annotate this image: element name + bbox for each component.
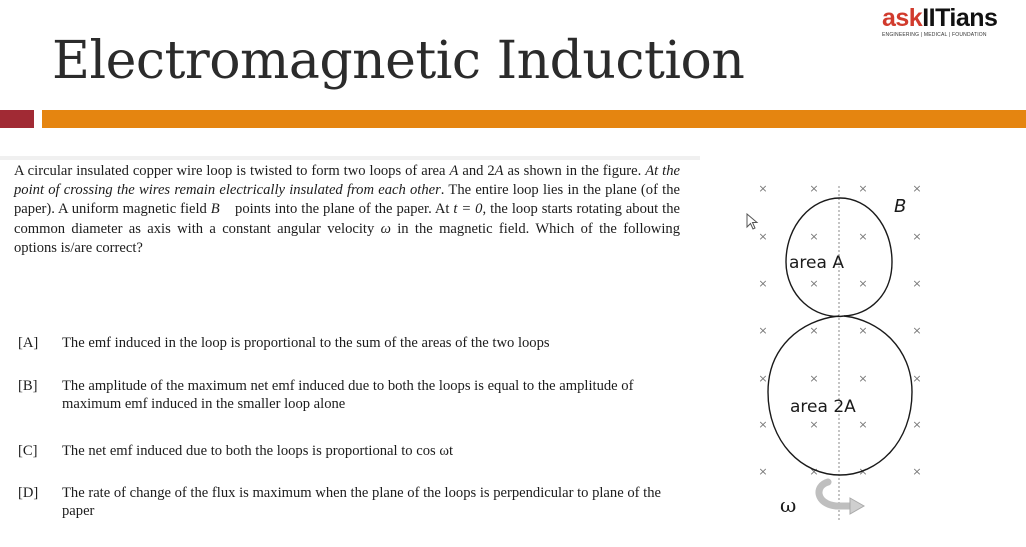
question-part3: as shown in the figure. [503,163,646,179]
askiitians-logo [882,4,1026,46]
option-c[interactable] [18,442,690,460]
option-a-letter: [A] [18,335,39,351]
question-text [14,162,680,258]
option-a[interactable] [18,334,690,352]
logo-iitians-text: IITians [922,4,998,32]
accent-bar-red [0,110,34,128]
cross-mark: × [758,418,768,431]
cross-mark: × [912,372,922,385]
cross-mark: × [858,277,868,290]
cross-mark: × [758,372,768,385]
cross-mark: × [858,465,868,478]
cross-mark: × [809,182,819,195]
cross-mark: × [758,277,768,290]
option-b[interactable] [18,377,690,413]
cross-mark: × [809,230,819,243]
cross-mark: × [858,418,868,431]
cross-mark: × [809,465,819,478]
logo-tagline: ENGINEERING | MEDICAL | FOUNDATION [882,32,987,38]
question-part1: A circular insulated copper wire loop is twisted to form two loops of area [14,163,450,179]
mouse-pointer-icon [746,213,762,231]
cross-mark: × [858,182,868,195]
cross-mark: × [809,418,819,431]
question-part7: in the magnetic field. Which of the following options is/are correct? [14,220,680,256]
cross-mark: × [758,230,768,243]
cross-mark: × [758,465,768,478]
cross-mark: × [809,324,819,337]
small-loop-area-label: area A [789,253,844,273]
large-loop-area-label: area 2A [790,397,856,417]
option-c-letter: [C] [18,443,38,459]
accent-bar-orange [42,110,1026,128]
option-d-letter: [D] [18,485,39,501]
cross-mark: × [912,277,922,290]
cross-mark: × [912,230,922,243]
question-italic-note: At the point of crossing the wires remain electrically insulated from each other [14,163,680,199]
question-part4: . The entire loop lies in the plane (of the paper). A uniform magnetic field [14,182,680,218]
question-part2: and 2 [458,163,495,179]
cross-mark: × [858,230,868,243]
cross-mark: × [809,277,819,290]
cross-mark: × [912,465,922,478]
twisted-loop-figure [744,170,944,540]
slide-title: Electromagnetic Induction [52,31,745,91]
option-d[interactable] [18,484,690,520]
cross-mark: × [758,324,768,337]
question-part6: , the loop starts rotating about the common diameter as axis with a constant angular velocity [14,201,680,237]
cross-mark: × [858,324,868,337]
question-var-a: A [449,163,459,179]
cross-mark: × [758,182,768,195]
logo-ask-text: ask [882,4,923,32]
cross-mark: × [912,324,922,337]
option-a-text: The emf induced in the loop is proportional to the sum of the areas of the two loops [62,335,550,351]
field-cross-marks [758,182,921,478]
question-part5: points into the plane of the paper. At [231,201,454,218]
cross-mark: × [809,372,819,385]
option-d-text: The rate of change of the flux is maximum when the plane of the loops is perpendicular to plane of the paper [62,485,661,519]
cross-mark: × [858,372,868,385]
option-c-text: The net emf induced due to both the loops is proportional to cos ωt [62,443,453,459]
rotation-arrow-icon [819,482,864,514]
content-top-divider [0,156,700,160]
large-loop [768,316,912,475]
option-b-text: The amplitude of the maximum net emf induced due to both the loops is equal to the amplitude of maximum emf induced in the smaller loop alone [62,378,634,412]
omega-label: ω [780,493,797,517]
cross-mark: × [912,418,922,431]
question-var-a2: A [494,163,504,179]
question-field-symbol: B⃗ [210,201,232,218]
cross-mark: × [912,182,922,195]
question-time-condition: t = 0 [453,201,483,218]
b-field-label: B [894,196,907,217]
option-b-letter: [B] [18,378,38,394]
logo-wordmark [882,4,1026,32]
question-omega-symbol: ω [380,220,391,237]
